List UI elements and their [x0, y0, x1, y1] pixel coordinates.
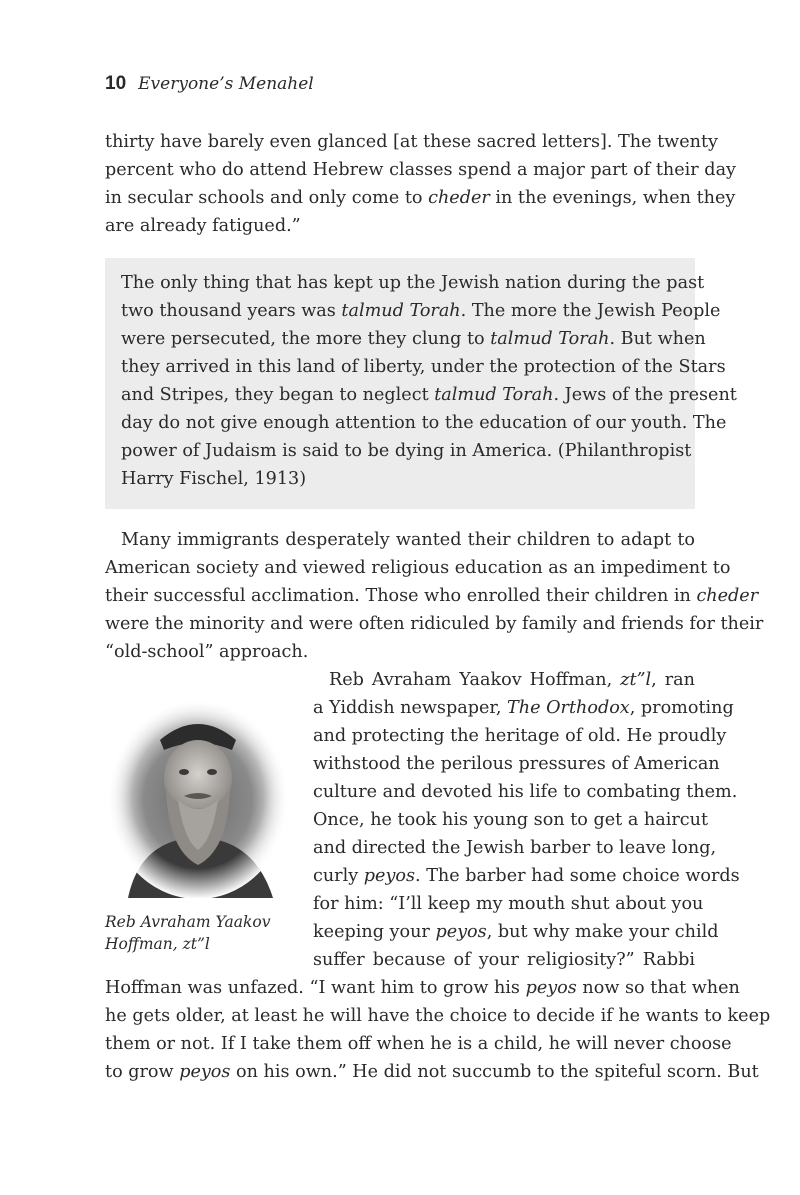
- page-number: 10: [105, 73, 127, 94]
- body-line: are already fatigued.”: [105, 216, 301, 236]
- body-line: American society and viewed religious education as an impediment to: [105, 558, 731, 578]
- body-line: and protecting the heritage of old. He proudly: [313, 726, 727, 746]
- quote-line: were persecuted, the more they clung to talmud Torah. But when: [121, 329, 706, 349]
- body-line: curly peyos. The barber had some choice words: [313, 866, 740, 886]
- body-line: for him: “I’ll keep my mouth shut about you: [313, 894, 704, 914]
- body-line: culture and devoted his life to combating them.: [313, 782, 738, 802]
- body-line: Reb Avraham Yaakov Hoffman, zt”l, ran: [329, 670, 695, 690]
- book-title: Everyone’s Menahel: [138, 74, 314, 94]
- quote-line: they arrived in this land of liberty, under the protection of the Stars: [121, 357, 726, 377]
- body-line: Many immigrants desperately wanted their children to adapt to: [121, 530, 695, 550]
- quote-line: power of Judaism is said to be dying in America. (Philanthropist: [121, 441, 692, 461]
- quote-line: two thousand years was talmud Torah. The more the Jewish People: [121, 301, 721, 321]
- body-line: and directed the Jewish barber to leave long,: [313, 838, 717, 858]
- body-line: Once, he took his young son to get a haircut: [313, 810, 709, 830]
- quote-line: Harry Fischel, 1913): [121, 469, 307, 489]
- body-line: percent who do attend Hebrew classes spend a major part of their day: [105, 160, 736, 180]
- body-line: withstood the perilous pressures of American: [313, 754, 720, 774]
- quote-line: day do not give enough attention to the education of our youth. The: [121, 413, 727, 433]
- running-head: [105, 72, 314, 96]
- photo-caption: Reb Avraham Yaakov Hoffman, zt”l: [105, 913, 271, 953]
- body-line: were the minority and were often ridiculed by family and friends for their: [105, 614, 764, 634]
- body-line: them or not. If I take them off when he is a child, he will never choose: [105, 1034, 732, 1054]
- body-line: to grow peyos on his own.” He did not succumb to the spiteful scorn. But: [105, 1062, 759, 1082]
- block-quote: [105, 258, 737, 509]
- quote-line: and Stripes, they began to neglect talmud Torah. Jews of the present: [121, 385, 737, 405]
- body-line: their successful acclimation. Those who enrolled their children in cheder: [105, 586, 759, 606]
- quote-line: The only thing that has kept up the Jewish nation during the past: [121, 273, 705, 293]
- portrait-photo: [108, 700, 288, 898]
- body-line: he gets older, at least he will have the choice to decide if he wants to keep: [105, 1006, 771, 1026]
- body-line: thirty have barely even glanced [at these sacred letters]. The twenty: [105, 132, 718, 152]
- body-line: Hoffman was unfazed. “I want him to grow his peyos now so that when: [105, 978, 740, 998]
- body-line: a Yiddish newspaper, The Orthodox, promoting: [313, 698, 734, 718]
- body-line: “old-school” approach.: [105, 642, 309, 662]
- body-line: in secular schools and only come to cheder in the evenings, when they: [105, 188, 736, 208]
- body-line: keeping your peyos, but why make your child: [313, 922, 719, 942]
- body-line: suffer because of your religiosity?” Rabbi: [313, 950, 695, 970]
